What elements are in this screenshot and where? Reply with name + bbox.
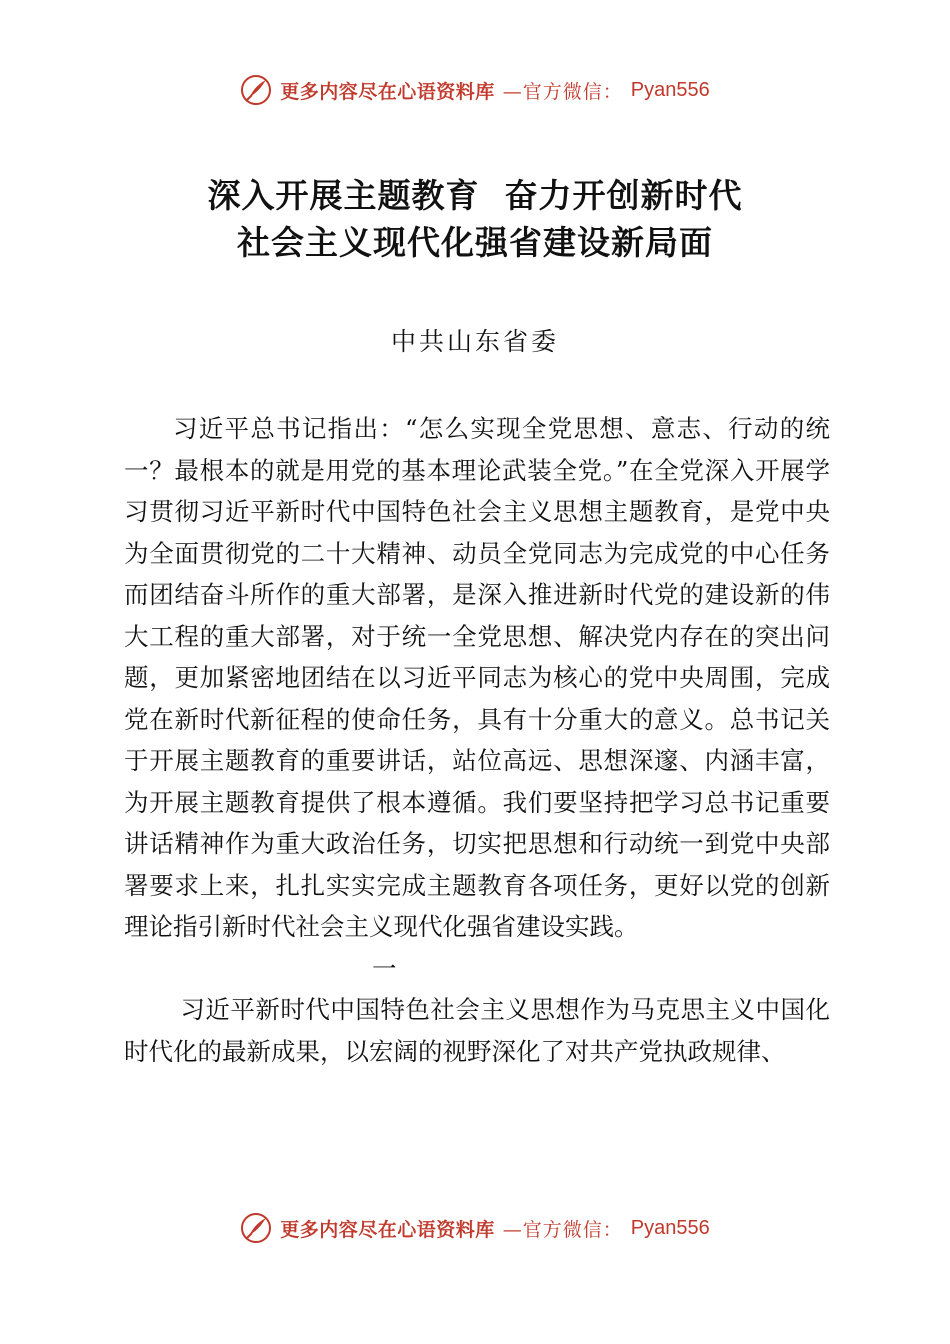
document-body xyxy=(124,408,830,1072)
watermark-sub-text: —官方微信： xyxy=(502,1218,623,1241)
watermark-header xyxy=(0,74,950,106)
watermark-id: Pyan556 xyxy=(630,1216,710,1239)
watermark-footer xyxy=(0,1212,950,1244)
watermark-sub-text: —官方微信： xyxy=(502,80,623,103)
watermark-id: Pyan556 xyxy=(630,78,710,101)
title-line-2: 社会主义现代化强省建设新局面 xyxy=(237,223,713,262)
paragraph: 习近平新时代中国特色社会主义思想作为马克思主义中国化时代化的最新成果，以宏阔的视野深化了对共产党执政规律、 xyxy=(124,995,830,1066)
section-number: 一 xyxy=(372,953,397,983)
document-author: 中共山东省委 xyxy=(390,327,559,356)
document-title xyxy=(0,172,950,266)
watermark-main-text: 更多内容尽在心语资料库 xyxy=(280,1218,495,1241)
title-line-1: 深入开展主题教育 奋力开创新时代 xyxy=(207,176,743,215)
feather-pen-icon xyxy=(240,74,272,106)
paragraph: 习近平总书记指出：“怎么实现全党思想、意志、行动的统一？最根本的就是用党的基本理论武装全党。”在全党深入开展学习贯彻习近平新时代中国特色社会主义思想主题教育，是党中央为全面贯彻党的二十大精神、动员全党同志为完成党的中心任务而团结奋斗所作的重大部署，是深入推进新时代党的建设新的伟大工程的重大部署，对于统一全党思想、解决党内存在的突出问题，更加紧密地团结在以习近平同志为核心的党中央周围，完成党在新时代新征程的使命任务，具有十分重大的意义。总书记关于开展主题教育的重要讲话，站位高远、思想深邃、内涵丰富，为开展主题教育提供了根本遵循。我们要坚持把学习总书记重要讲话精神作为重大政治任务，切实把思想和行动统一到党中央部署要求上来，扎扎实实完成主题教育各项任务，更好以党的创新理论指引新时代社会主义现代化强省建设实践。 xyxy=(124,414,830,941)
feather-pen-icon xyxy=(240,1212,272,1244)
watermark-main-text: 更多内容尽在心语资料库 xyxy=(280,80,495,103)
